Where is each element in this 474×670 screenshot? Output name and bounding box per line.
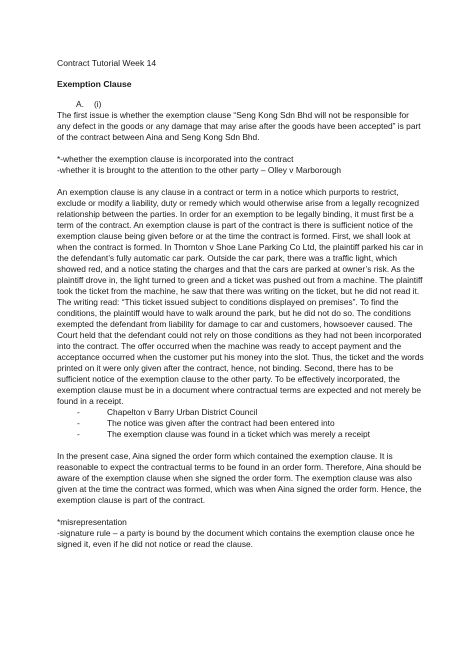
case-text: Chapelton v Barry Urban District Council [107, 407, 258, 417]
intro-paragraph: The first issue is whether the exemption clause “Seng Kong Sdn Bhd will not be responsible for any defect in the goods or any damage that may arise after the goods have been accepted” is part of the contract between Aina and Seng Kong Sdn Bhd. [57, 110, 421, 142]
signature-rule-note: -signature rule – a party is bound by the document which contains the exemption clause once he signed it, even if he did not notice or read the clause. [57, 528, 415, 549]
list-item [57, 429, 424, 440]
list-marker [76, 99, 424, 110]
list-item [57, 418, 424, 429]
case-text: The notice was given after the contract had been entered into [107, 418, 335, 428]
body-paragraph: An exemption clause is any clause in a contract or term in a notice which purports to restrict, exclude or modify a liability, duty or remedy which would otherwise arise from a legally recognized relationship between the parties. In order for an exemption to be legally binding, it must first be a term of the contract. An exemption clause is part of the contract is there is sufficient notice of the exemption clause being given before or at the time the contract is formed. First, we shall look at when the contract is formed. In Thornton v Shoe Lane Parking Co Ltd, the plaintiff parked his car in the defendant’s fully automatic car park. Outside the car park, there was a traffic light, which showed red, and a notice stating the charges and that the cars are parked at owner’s risk. As the plaintiff drove in, the light turned to green and a ticket was pushed out from a machine. The plaintiff took the ticket from the machine, he saw that there was writing on the ticket, but he did not read it. The writing read: “This ticket issued subject to conditions displayed on premises”. To find the conditions, the plaintiff would have to walk around the park, but he did not do so. The conditions exempted the defendant from liability for damage to car and customers, howsoever caused. The Court held that the defendant could not rely on those conditions as they had not been incorporated into the contract. The offer occurred when the machine was ready to accept payment and the acceptance occurred when the customer put his money into the slot. Thus, the ticket and the words printed on it were only given after the contract, hence, not binding. Second, there has to be sufficient notice of the exemption clause to the other party. To be effectively incorporated, the exemption clause must be in a document where contractual terms are expected and not merely be found in a receipt. [57, 187, 424, 406]
dash-bullet: - [77, 407, 80, 417]
document-title: Contract Tutorial Week 14 [57, 58, 157, 68]
list-letter: A. [76, 99, 84, 109]
section-heading: Exemption Clause [57, 79, 132, 89]
case-text: The exemption clause was found in a ticket which was merely a receipt [107, 429, 371, 439]
misrepresentation-note: *misrepresentation [57, 517, 127, 527]
application-paragraph: In the present case, Aina signed the order form which contained the exemption clause. It is reasonable to expect the contractual terms to be found in an order form. Therefore, Aina should be aware of the exemption clause when she signed the order form. The exemption clause was also given at the time the contract was formed, which was when Aina signed the order form. Hence, the exemption clause is part of the contract. [57, 451, 422, 505]
note-incorporated: *-whether the exemption clause is incorporated into the contract [57, 154, 294, 164]
note-attention: -whether it is brought to the attention to the other party – Olley v Marborough [57, 165, 341, 175]
case-list [57, 407, 424, 440]
dash-bullet: - [77, 429, 80, 439]
list-item [57, 407, 424, 418]
list-roman: (i) [94, 99, 102, 109]
dash-bullet: - [77, 418, 80, 428]
